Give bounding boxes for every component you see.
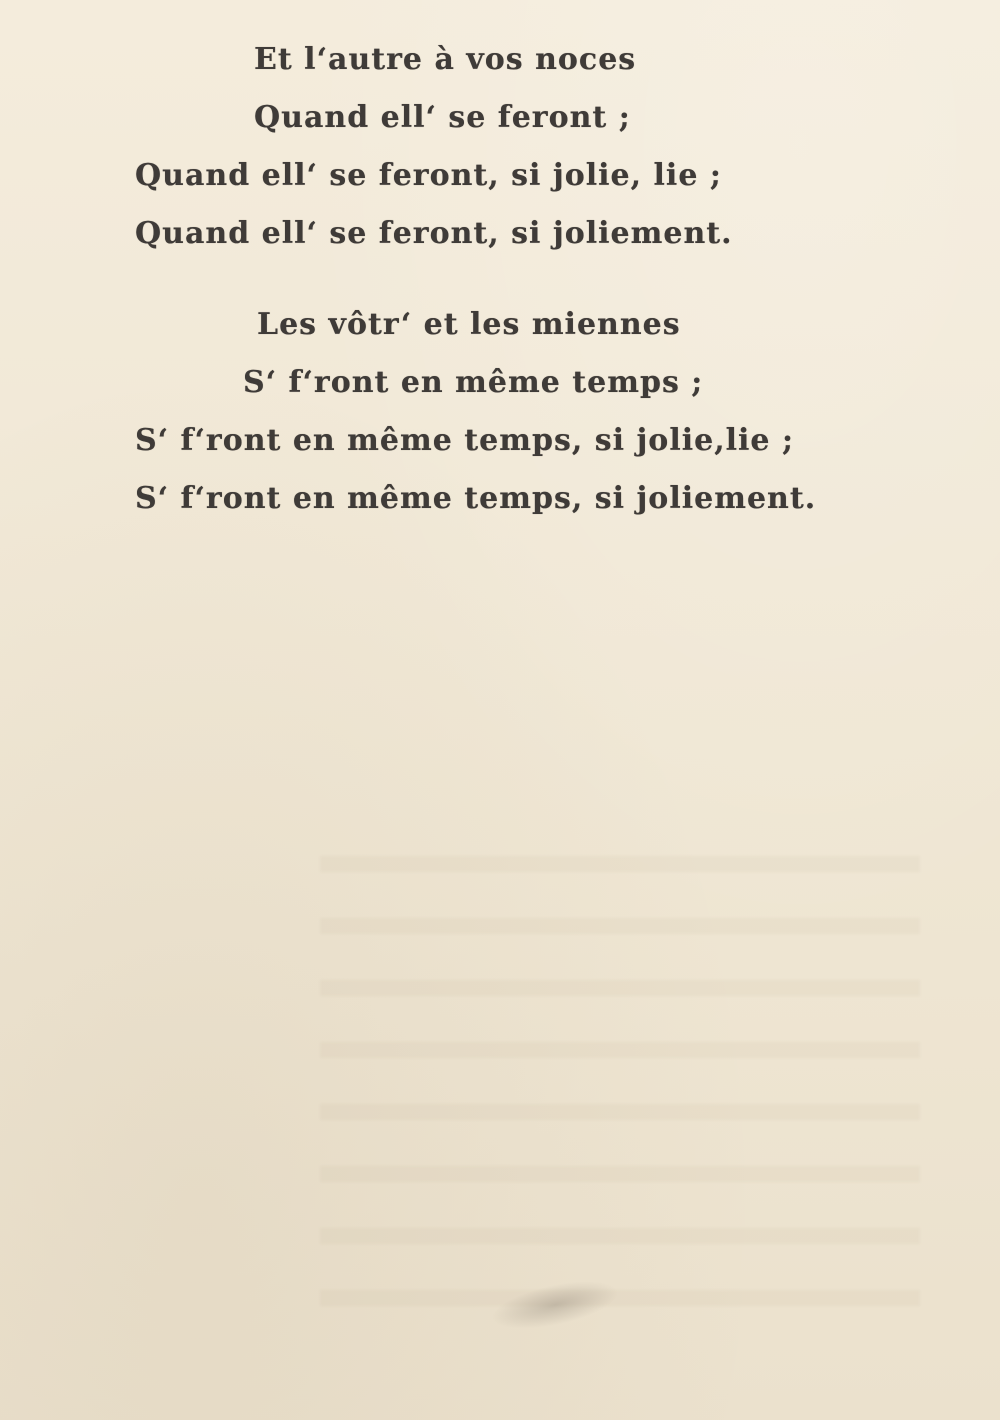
verse-line: S‘ f‘ront en même temps ; xyxy=(243,365,704,400)
verse-line: Quand ell‘ se feront ; xyxy=(254,100,631,135)
verse-line: Et l‘autre à vos noces xyxy=(254,42,637,77)
reverse-show-through xyxy=(320,820,920,1320)
verse-line: Les vôtr‘ et les miennes xyxy=(257,307,681,342)
verse-line: S‘ f‘ront en même temps, si joliement. xyxy=(135,481,817,516)
verse-line: Quand ell‘ se feront, si jolie, lie ; xyxy=(135,158,722,193)
verse-line: Quand ell‘ se feront, si joliement. xyxy=(135,216,733,251)
verse-line: S‘ f‘ront en même temps, si jolie,lie ; xyxy=(135,423,795,458)
